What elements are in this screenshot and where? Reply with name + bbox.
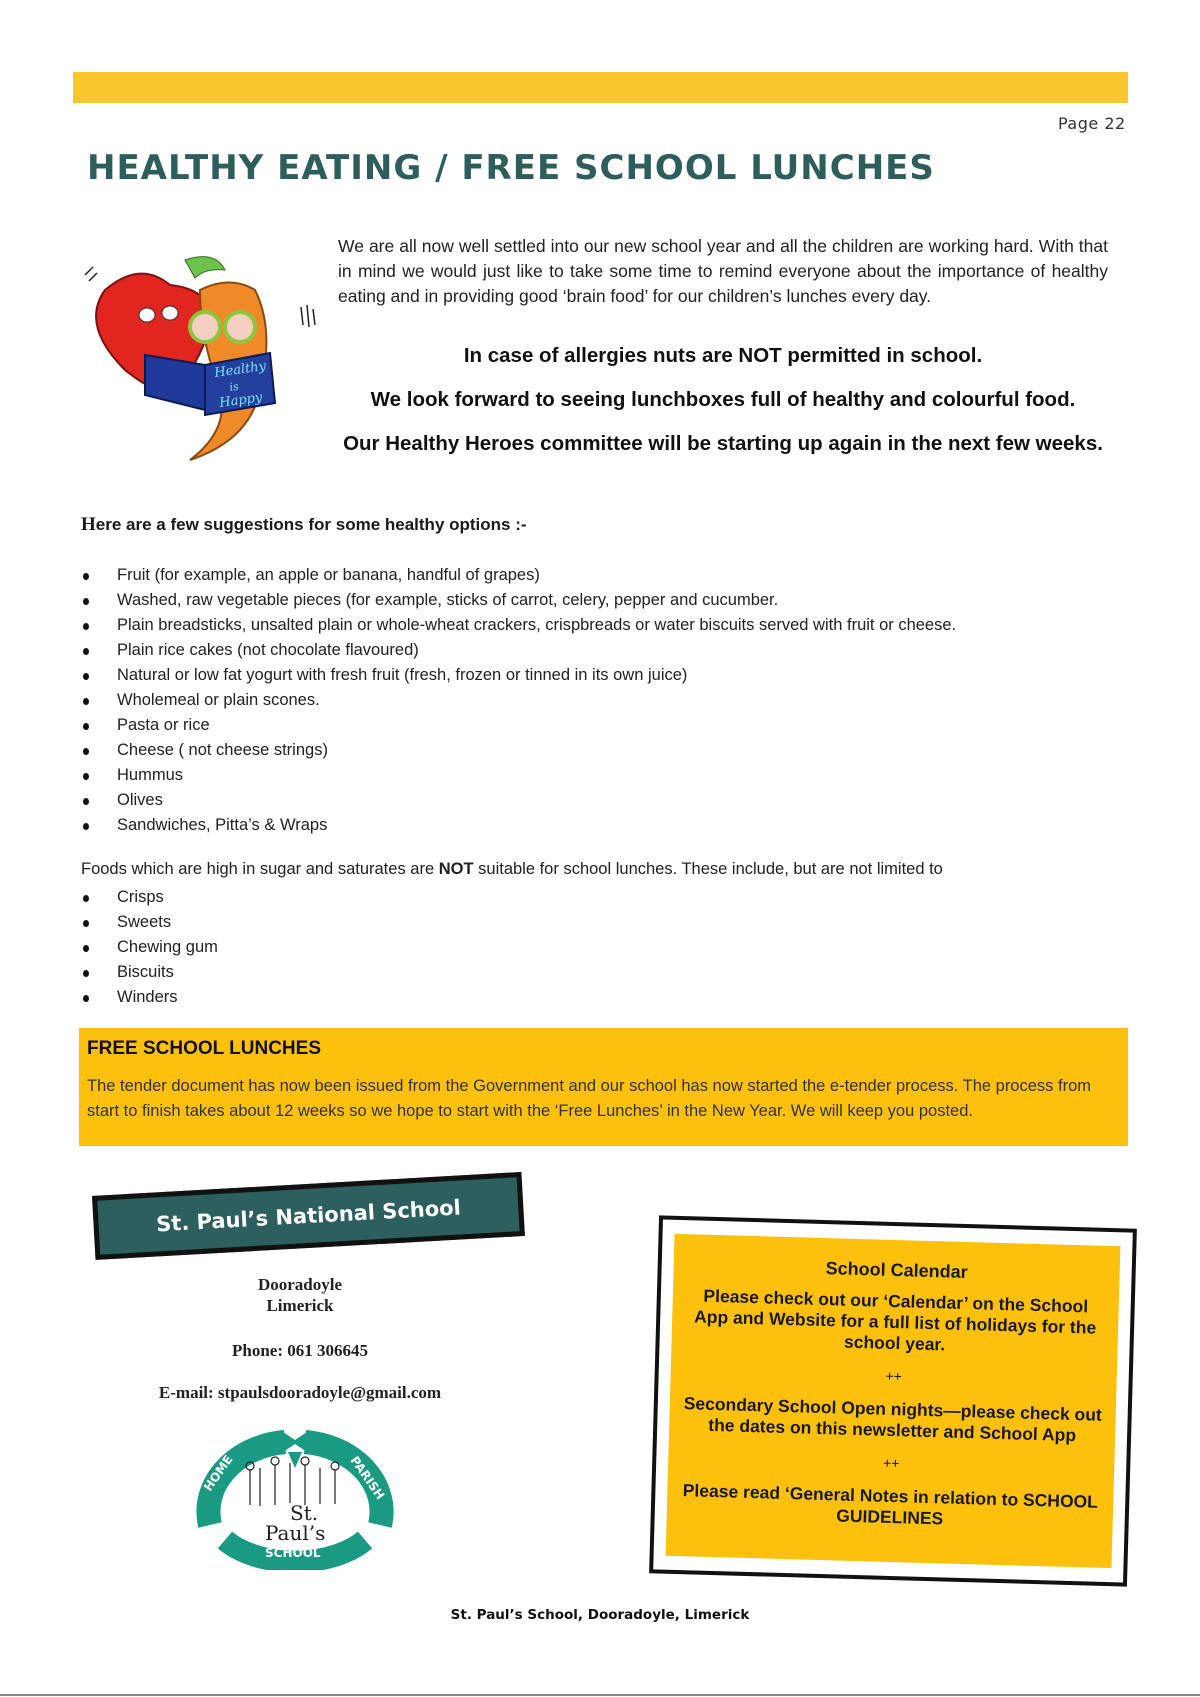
lunchbox-notice: We look forward to seeing lunchboxes full of healthy and colourful food. [370, 388, 1076, 411]
list-item: Sweets [81, 910, 218, 935]
free-lunches-heading: FREE SCHOOL LUNCHES [87, 1038, 322, 1059]
calendar-item: Please check out our ‘Calendar’ on the School App and Website for a full list of holidays for the school year. [693, 1285, 1097, 1355]
svg-text:is: is [228, 379, 240, 394]
list-item: Plain breadsticks, unsalted plain or whole-wheat crackers, crispbreads or water biscuits served with fruit or cheese. [81, 613, 956, 638]
free-lunches-box [79, 1028, 1128, 1146]
healthy-is-happy-illustration [75, 245, 325, 467]
list-item: Washed, raw vegetable pieces (for example, sticks of carrot, celery, pepper and cucumber. [81, 588, 956, 613]
logo-parish-text: PARISH [347, 1453, 388, 1503]
list-item: Wholemeal or plain scones. [81, 688, 956, 713]
page-footer: St. Paul’s School, Dooradoyle, Limerick [450, 1607, 750, 1623]
svg-text:Happy: Happy [218, 390, 264, 411]
header-accent-bar [73, 72, 1128, 103]
list-item: Hummus [81, 763, 956, 788]
email-address: E-mail: stpaulsdooradoyle@gmail.com [158, 1383, 442, 1402]
address-line-1: Dooradoyle [257, 1275, 343, 1294]
page-title: HEALTHY EATING / FREE SCHOOL LUNCHES [87, 148, 935, 188]
list-item: Crisps [81, 885, 218, 910]
book-text: Healthy [213, 358, 267, 381]
phone-number: Phone: 061 306645 [232, 1341, 368, 1360]
separator: ++ [885, 1367, 903, 1385]
school-calendar-notice [649, 1215, 1137, 1586]
free-lunches-body: The tender document has now been issued from the Government and our school has now started the e-tender process. The process from start to finish takes about 12 weeks so we hope to start with the ‘Free Lunches’ in the New Year. We will keep you posted. [87, 1077, 1091, 1120]
page-number: Page 22 [1058, 114, 1126, 133]
open-nights-item: Secondary School Open nights—please check out the dates on this newsletter and School App [683, 1393, 1103, 1446]
healthy-options-list [81, 563, 956, 838]
logo-pauls-text: Paul’s [265, 1521, 326, 1545]
list-item: Pasta or rice [81, 713, 956, 738]
school-logo [180, 1430, 410, 1570]
list-item: Biscuits [81, 960, 218, 985]
suggestions-heading: Here are a few suggestions for some healthy options :- [81, 514, 527, 535]
not-suitable-intro: Foods which are high in sugar and saturates are NOT suitable for school lunches. These include, but are not limited to [81, 860, 943, 878]
guidelines-item: Please read ‘General Notes in relation to SCHOOL GUIDELINES [682, 1480, 1099, 1529]
logo-school-text: SCHOOL [265, 1546, 321, 1560]
list-item: Olives [81, 788, 956, 813]
school-name-banner: St. Paul’s National School [92, 1172, 525, 1260]
allergy-notice: In case of allergies nuts are NOT permitted in school. [463, 344, 983, 367]
bottom-divider [0, 1694, 1200, 1696]
intro-paragraph: We are all now well settled into our new school year and all the children are working hard. With that in mind we would just like to take some time to remind everyone about the importance of healthy eating and in providing good ‘brain food’ for our children’s lunches every day. [338, 236, 1108, 306]
calendar-title: School Calendar [825, 1258, 968, 1283]
list-item: Fruit (for example, an apple or banana, handful of grapes) [81, 563, 956, 588]
list-item: Chewing gum [81, 935, 218, 960]
logo-st-text: St. [290, 1501, 319, 1525]
list-item: Plain rice cakes (not chocolate flavoured) [81, 638, 956, 663]
logo-home-text: HOME [200, 1452, 236, 1494]
list-item: Sandwiches, Pitta’s & Wraps [81, 813, 956, 838]
separator: ++ [882, 1454, 900, 1472]
unsuitable-foods-list [81, 885, 218, 1010]
healthy-heroes-notice: Our Healthy Heroes committee will be starting up again in the next few weeks. [343, 432, 1103, 455]
address-line-2: Limerick [266, 1296, 334, 1315]
list-item: Cheese ( not cheese strings) [81, 738, 956, 763]
list-item: Natural or low fat yogurt with fresh fruit (fresh, frozen or tinned in its own juice) [81, 663, 956, 688]
list-item: Winders [81, 985, 218, 1010]
